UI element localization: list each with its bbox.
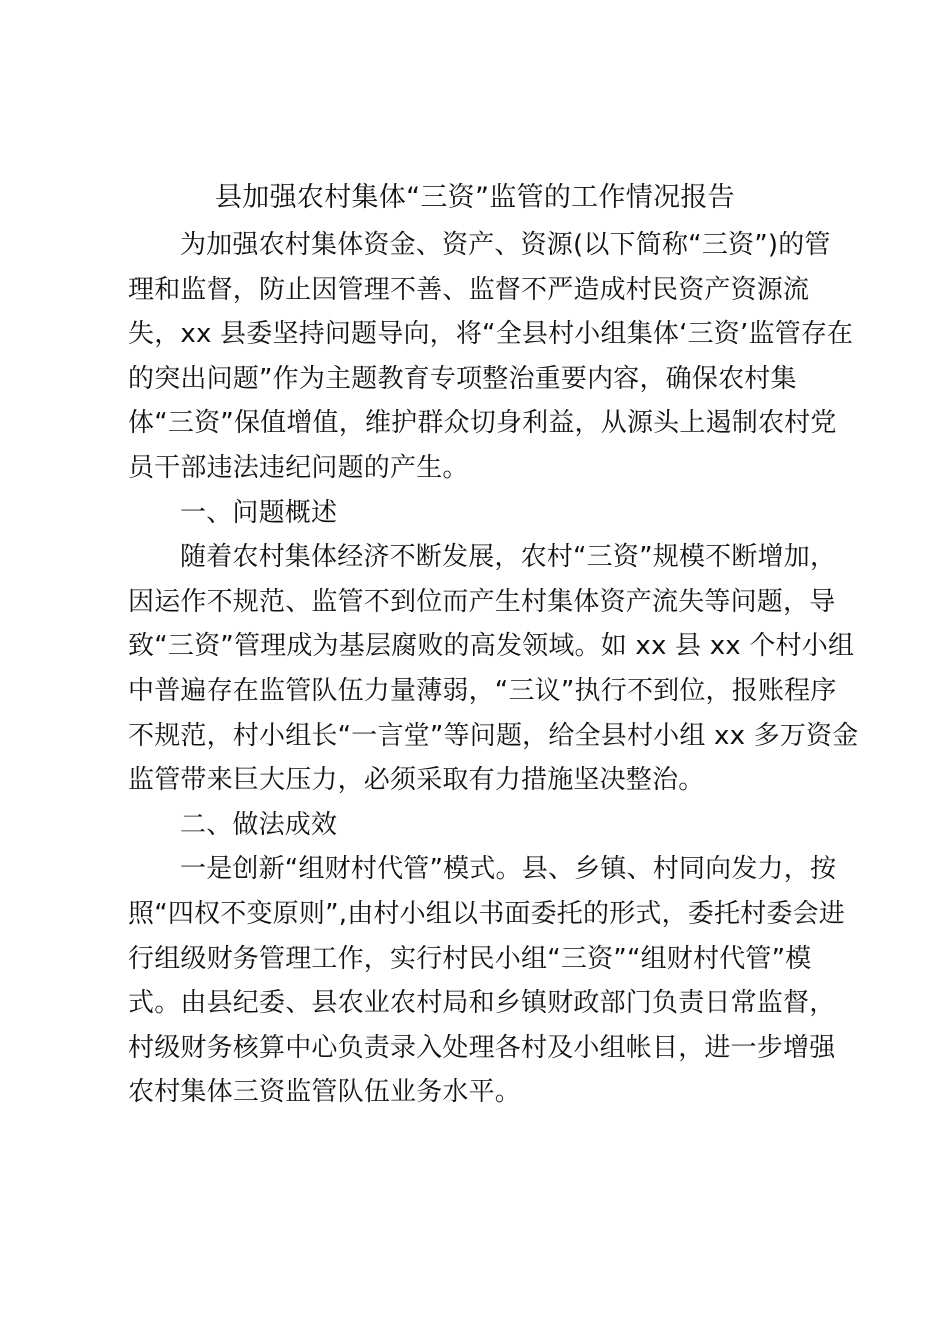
section-heading: 一、问题概述: [180, 497, 338, 528]
paragraph-line: 式。由县纪委、县农业农村局和乡镇财政部门负责日常监督，: [128, 988, 836, 1019]
paragraph-line: 致“三资”管理成为基层腐败的高发领域。如 xx 县 xx 个村小组: [128, 631, 855, 662]
paragraph-line: 农村集体三资监管队伍业务水平。: [128, 1077, 522, 1108]
document-body: [128, 223, 859, 1115]
paragraph-line: 村级财务核算中心负责录入处理各村及小组帐目，进一步增强: [128, 1032, 836, 1063]
document-title: 县加强农村集体“三资”监管的工作情况报告: [215, 182, 735, 213]
paragraph-line: 一是创新“组财村代管”模式。县、乡镇、村同向发力，按: [180, 854, 837, 885]
paragraph-line: 行组级财务管理工作，实行村民小组“三资”“组财村代管”模: [128, 943, 812, 974]
paragraph-line: 不规范，村小组长“一言堂”等问题，给全县村小组 xx 多万资金: [128, 720, 859, 751]
paragraph-line: 照“四权不变原则”,由村小组以书面委托的形式，委托村委会进: [128, 898, 846, 929]
paragraph-line: 为加强农村集体资金、资产、资源(以下简称“三资”)的管: [180, 230, 831, 260]
paragraph-line: 体“三资”保值增值，维护群众切身利益，从源头上遏制农村党: [128, 408, 837, 439]
paragraph-line: 中普遍存在监管队伍力量薄弱，“三议”执行不到位，报账程序: [128, 675, 837, 706]
paragraph-line: 监管带来巨大压力，必须采取有力措施坚决整治。: [128, 765, 705, 796]
paragraph-line: 的突出问题”作为主题教育专项整治重要内容，确保农村集: [128, 363, 797, 394]
paragraph-line: 随着农村集体经济不断发展，农村“三资”规模不断增加，: [180, 542, 837, 573]
paragraph-line: 失，xx 县委坚持问题导向，将“全县村小组集体‘三资’监管存在: [128, 319, 854, 350]
paragraph-line: 员干部违法违纪问题的产生。: [128, 452, 469, 483]
paragraph-line: 因运作不规范、监管不到位而产生村集体资产流失等问题，导: [128, 586, 836, 617]
section-heading: 二、做法成效: [180, 809, 338, 840]
paragraph-line: 理和监督，防止因管理不善、监督不严造成村民资产资源流: [128, 274, 810, 305]
